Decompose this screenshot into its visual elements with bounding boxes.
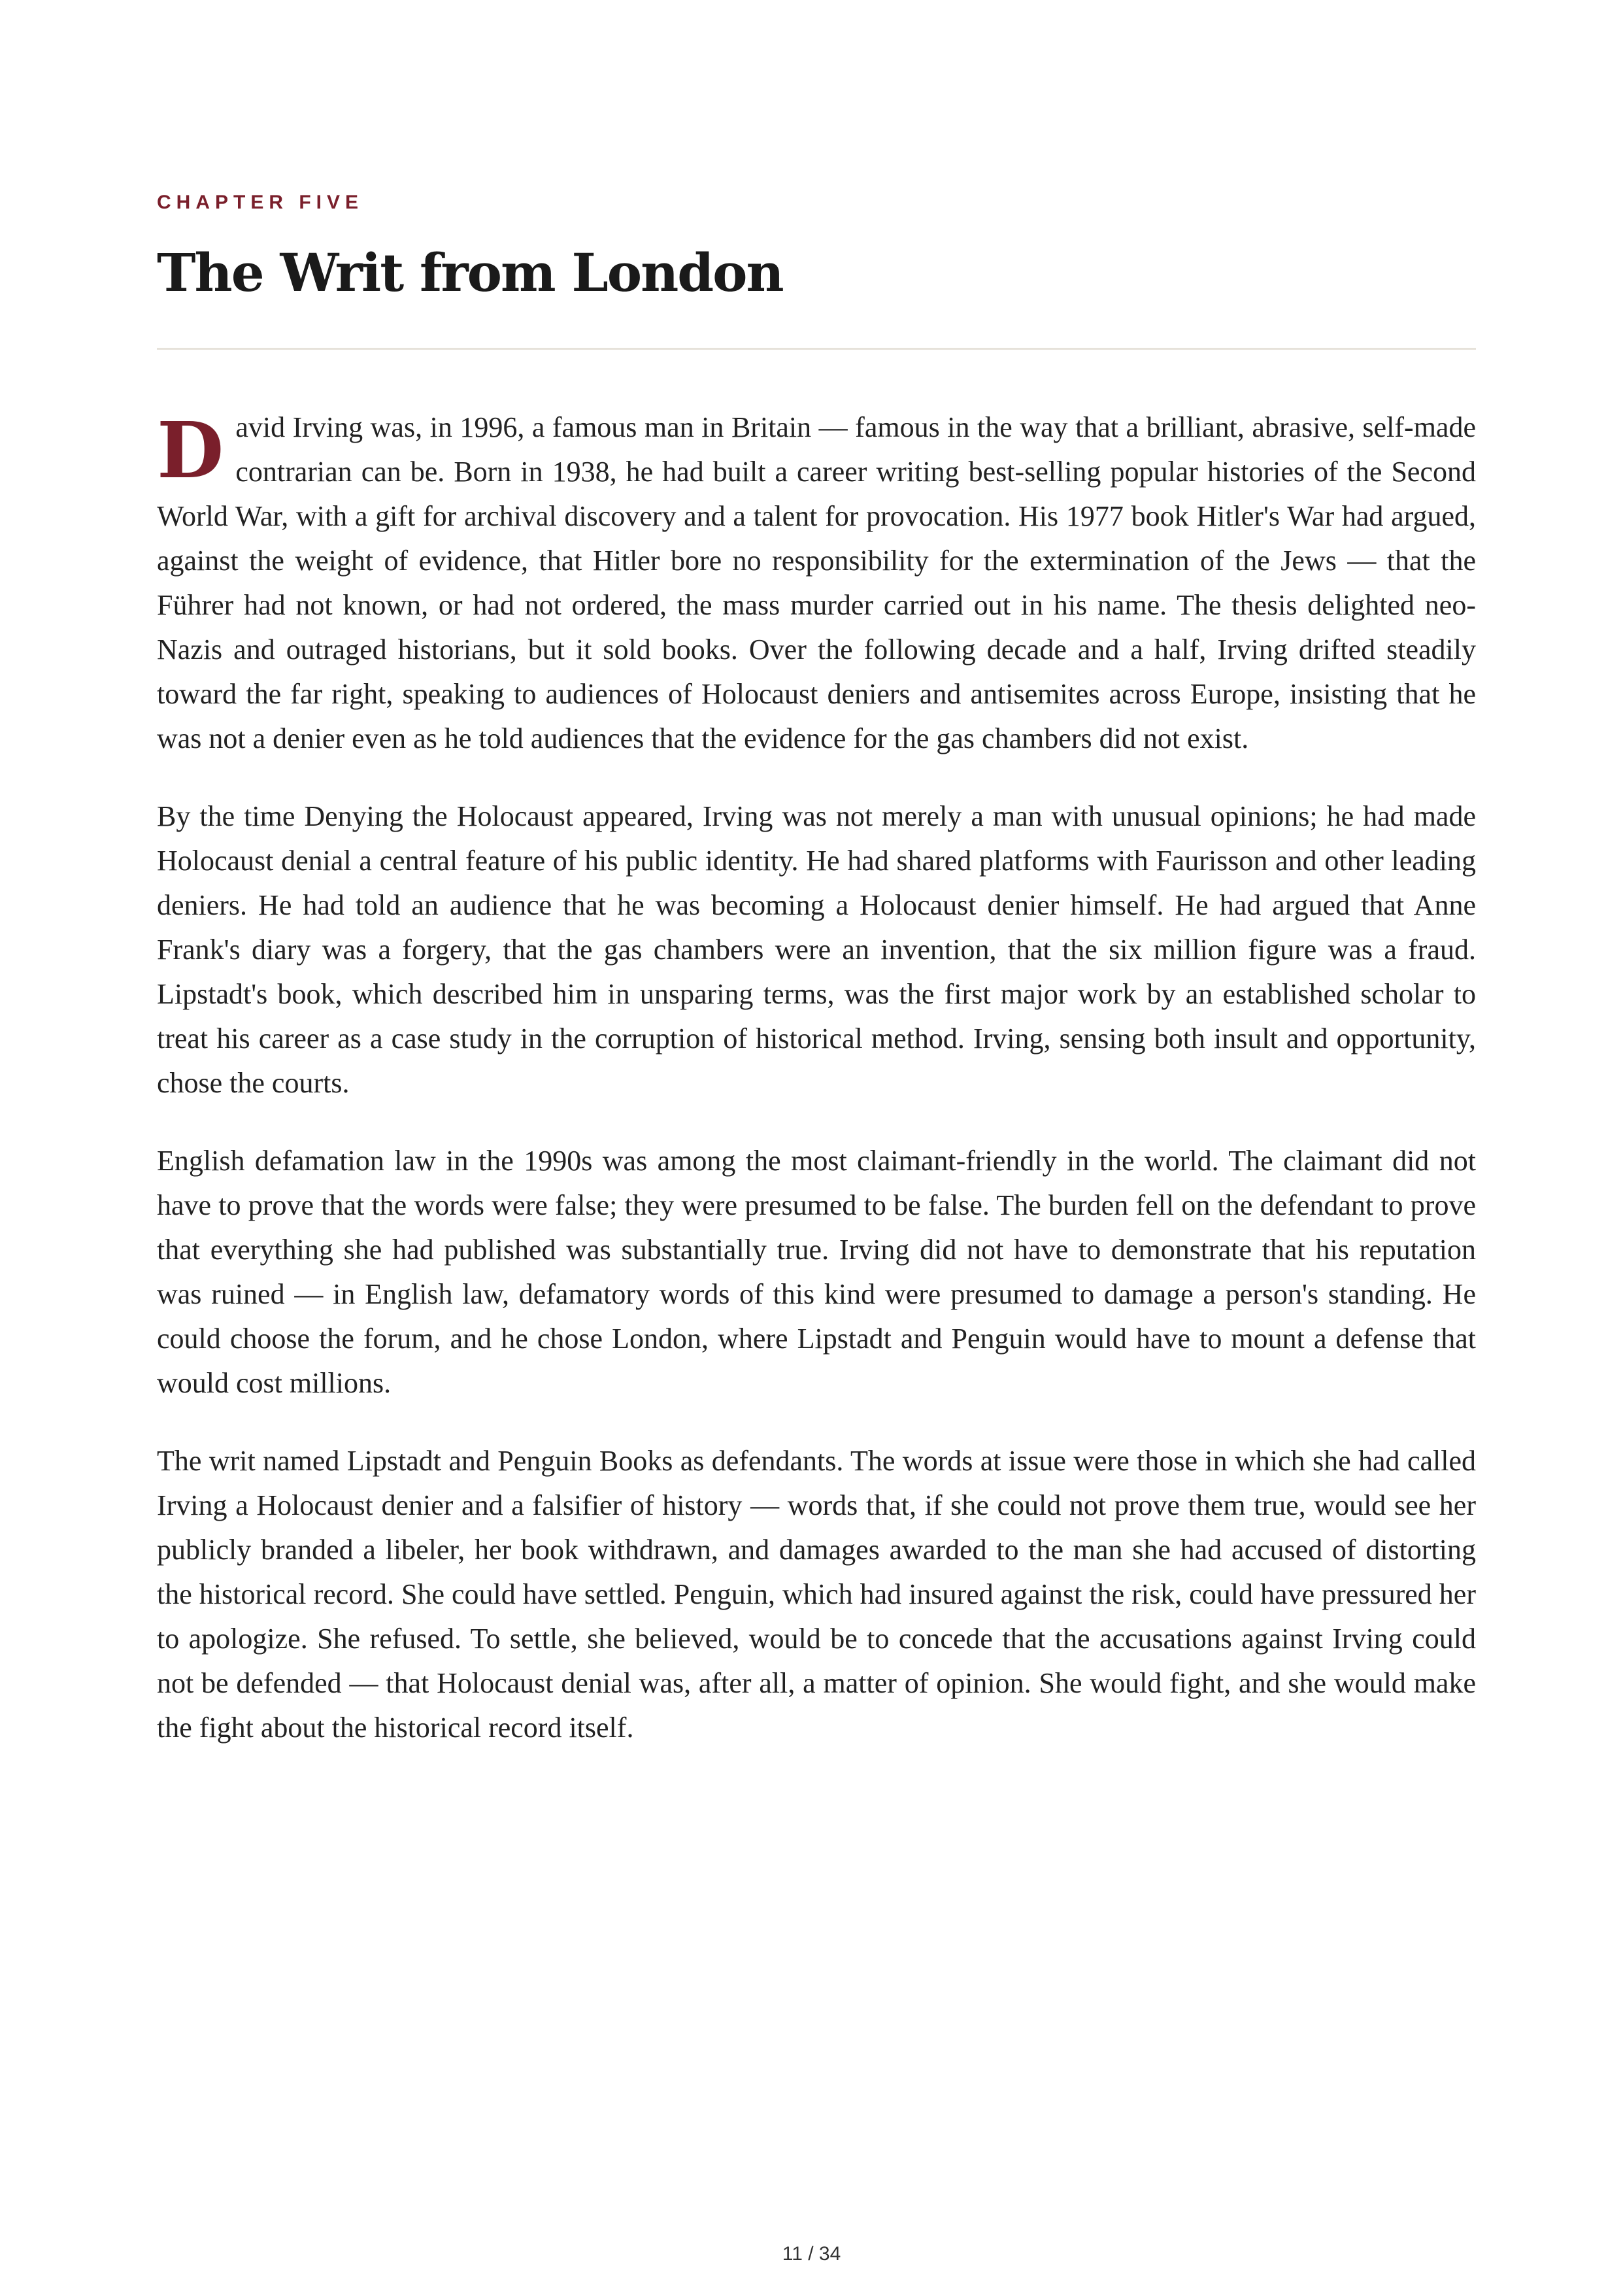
drop-cap: D — [157, 405, 224, 496]
chapter-label: CHAPTER FIVE — [157, 192, 364, 213]
paragraph-3: English defamation law in the 1990s was among the most claimant-friendly in the world. The claimant did not have to prove that the words were false; they were presumed to be false. The burden fell on the defendant to prove that everything she had published was substantially true. Irving did not have to demonstrate that his reputation was ruined — in English law, defamatory words of this kind were presumed to damage a person's standing. He could choose the forum, and he chose London, where Lipstadt and Penguin would have to mount a defense that would cost millions. — [157, 1145, 1476, 1399]
page-number: 11 / 34 — [782, 2243, 841, 2265]
paragraph-1 — [157, 405, 1476, 761]
paragraph-2: By the time Denying the Holocaust appeared, Irving was not merely a man with unusual opinions; he had made Holocaust denial a central feature of his public identity. He had shared platforms with Faurisson and other leading deniers. He had told an audience that he was becoming a Holocaust denier himself. He had argued that Anne Frank's diary was a forgery, that the gas chambers were an invention, that the six million figure was a fraud. Lipstadt's book, which described him in unsparing terms, was the first major work by an established scholar to treat his career as a case study in the corruption of historical method. Irving, sensing both insult and opportunity, chose the courts. — [157, 800, 1476, 1099]
title-divider — [157, 348, 1476, 350]
paragraph-4: The writ named Lipstadt and Penguin Books as defendants. The words at issue were those in which she had called Irving a Holocaust denier and a falsifier of history — words that, if she could not prove them true, would see her publicly branded a libeler, her book withdrawn, and damages awarded to the man she had accused of distorting the historical record. She could have settled. Penguin, which had insured against the risk, could have pressured her to apologize. She refused. To settle, she believed, would be to concede that the accusations against Irving could not be defended — that Holocaust denial was, after all, a matter of opinion. She would fight, and she would make the fight about the historical record itself. — [157, 1445, 1476, 1744]
chapter-title: The Writ from London — [157, 242, 783, 303]
paragraph-1-text: avid Irving was, in 1996, a famous man in Britain — famous in the way that a brilliant, abrasive, self-made contrarian can be. Born in 1938, he had built a career writing best-selling popular histories of the Second World War, with a gift for archival discovery and a talent for provocation. His 1977 book Hitler's War had argued, against the weight of evidence, that Hitler bore no responsibility for the extermination of the Jews — that the Führer had not known, or had not ordered, the mass murder carried out in his name. The thesis delighted neo-Nazis and outraged historians, but it sold books. Over the following decade and a half, Irving drifted steadily toward the far right, speaking to audiences of Holocaust deniers and antisemites across Europe, insisting that he was not a denier even as he told audiences that the evidence for the gas chambers did not exist. — [157, 411, 1476, 754]
chapter-body — [157, 405, 1476, 1783]
